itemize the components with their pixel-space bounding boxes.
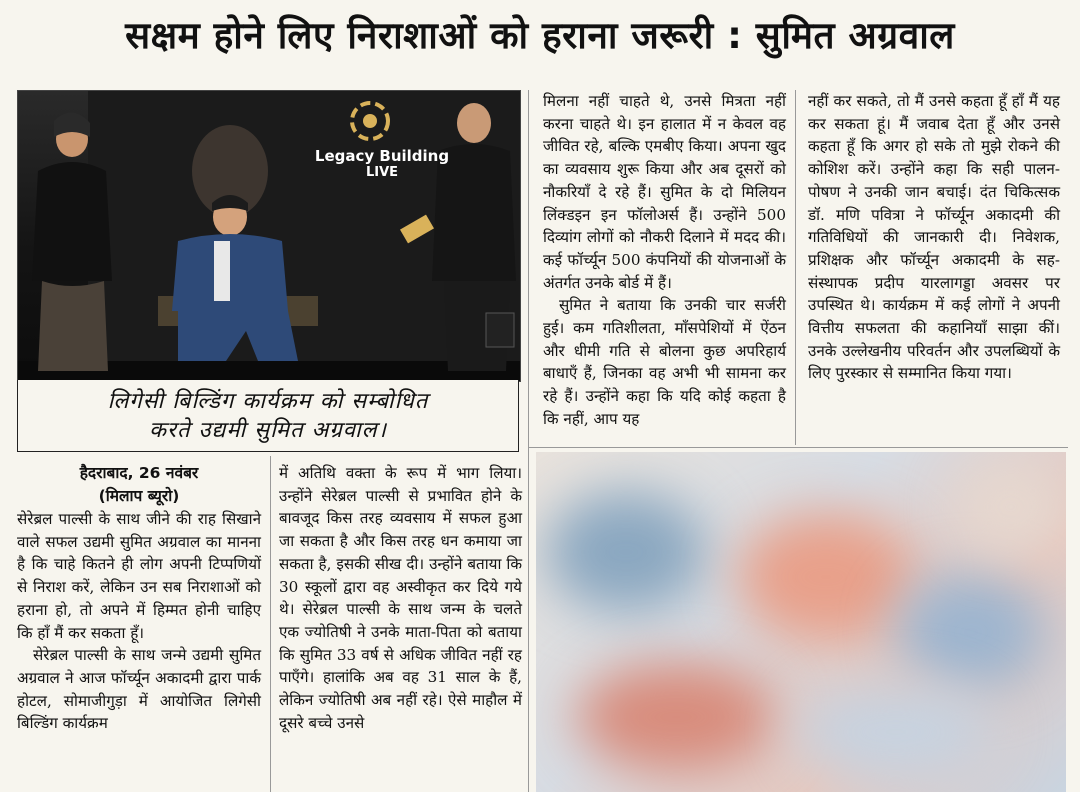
article-column-3 [543,90,786,431]
article-column-1 [17,462,261,735]
dateline: हैदराबाद, 26 नवंबर [79,464,199,482]
stage-illustration [18,91,520,381]
photo-caption [17,380,519,452]
article-paragraph: सेरेब्रल पाल्सी के साथ जन्मे उद्यमी सुमित अग्रवाल ने आज फॉर्च्यून अकादमी द्वारा पार्क होटल, सोमाजीगुड़ा में आयोजित लिगेसी बिल्डिंग कार्यक्रम [17,646,261,733]
caption-line-1: लिगेसी बिल्डिंग कार्यक्रम को सम्बोधित [107,389,429,414]
logo-title: Legacy Building [314,147,450,165]
article-paragraph: सेरेब्रल पाल्सी के साथ जीने की राह सिखाने वाले सफल उद्यमी सुमित अग्रवाल का मानना है कि चाहे कितने ही लोग अपनी टिप्पणियों से निराश करें, लेकिन उन सब निराशाओं को हराना हो, तो अपने में हिम्मत होनी चाहिए कि हाँ मैं कर सकता हूँ। [17,510,261,642]
article-paragraph: नहीं कर सकते, तो मैं उनसे कहता हूँ हाँ मैं यह कर सकता हूं। मैं जवाब देता हूँ और उनसे कहता हूँ कि अगर हो सके तो मुझे रोकने की कोशिश करें। उन्होंने कहा कि सही पालन-पोषण ने उनकी जान बचाई। दंत चिकित्सक डॉ. मणि पवित्रा ने फॉर्च्यून अकादमी की गतिविधियों की जानकारी दी। निवेशक, प्रशिक्षक और फॉर्च्यून अकादमी के सह-संस्थापक प्रदीप यारलागड्डा अवसर पर उपस्थित थे। कार्यक्रम में कई लोगों ने अपनी वित्तीय सफलता की कहानियाँ साझा कीं। उनके उल्लेखनीय परिवर्तन और उपलब्धियों के लिए पुरस्कार से सम्मानित किया गया। [808,92,1060,383]
article-column-2 [279,462,522,734]
article-paragraph: मिलना नहीं चाहते थे, उनसे मित्रता नहीं करना चाहते थे। इन हालात में न केवल वह जीवित रहे, बल्कि एमबीए किया। अपना खुद का व्यवसाय शुरू किया और अब दूसरों को नौकरियाँ दे रहे हैं। सुमित के दो मिलियन लिंक्डइन इन फॉलोअर्स हैं। उन्होंने 500 दिव्यांग लोगों को नौकरी दिलाने में मदद की। कई फॉर्च्यून 500 कंपनियों की योजनाओं के अंतर्गत उनके बोर्ड में हैं। [543,92,786,292]
article-paragraph: सुमित ने बताया कि उनकी चार सर्जरी हुई। कम गतिशीलता, माँसपेशियों में ऐंठन और धीमी गति से बोलना कुछ अपरिहार्य बाधाएँ हैं, जिनका वह अभी भी सामना कर रहे हैं। उन्होंने कहा कि यदि कोई कहता है कि नहीं, आप यह [543,296,786,428]
article-paragraph: में अतिथि वक्ता के रूप में भाग लिया। उन्होंने सेरेब्रल पाल्सी से प्रभावित होने के बावजूद किस तरह व्यवसाय में सफल हुआ जा सकता है और किस तरह धन कमाया जा सकता है, इसकी सीख दी। उन्होंने बताया कि 30 स्कूलों द्वारा वह अस्वीकृत कर दिये गये थे। सेरेब्रल पाल्सी के साथ जन्म के चलते एक ज्योतिषी ने उनके माता-पिता को बताया कि सुमित 33 वर्ष से अधिक जीवित नहीं रह पाएँगे। हालांकि अब वह 31 साल के हैं, लेकिन ज्योतिषी अब नहीं रहे। ऐसे माहौल में दूसरे बच्चे उनसे [279,464,522,732]
logo-subtitle: LIVE [365,165,399,180]
event-photo [17,90,521,382]
article-column-4 [808,90,1060,385]
headline: सक्षम होने लिए निराशाओं को हराना जरूरी : सुमित अग्रवाल [125,14,955,57]
caption-line-2: करते उद्यमी सुमित अग्रवाल। [149,418,387,443]
byline: (मिलाप ब्यूरो) [98,487,180,505]
blurred-advertisement [536,452,1066,792]
